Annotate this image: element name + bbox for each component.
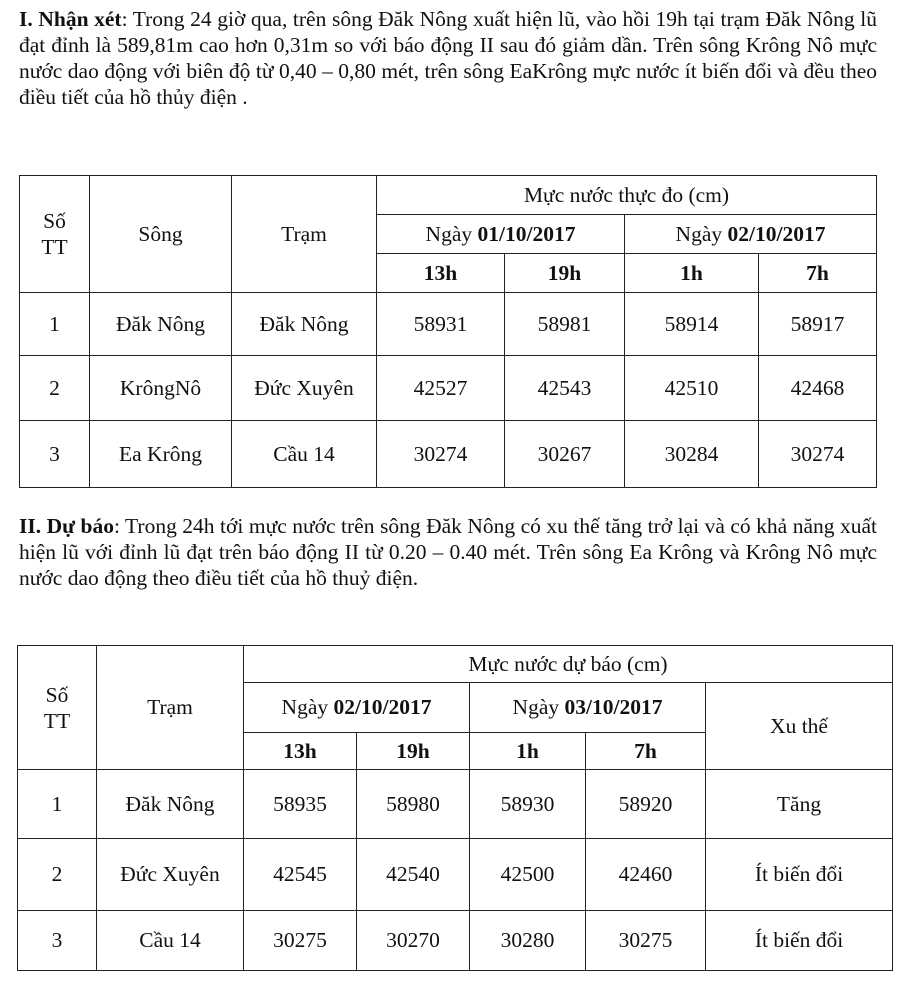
measured-water-level-table: [19, 175, 877, 488]
header-hour: 19h: [357, 733, 470, 770]
cell-tram: Cầu 14: [232, 421, 377, 488]
cell-tram: Đức Xuyên: [97, 839, 244, 911]
cell-value: 58930: [470, 770, 586, 839]
cell-value: 42545: [244, 839, 357, 911]
cell-value: 30280: [470, 911, 586, 971]
cell-stt: 2: [20, 356, 90, 421]
header-day-2: Ngày 02/10/2017: [625, 215, 877, 254]
header-hour: 1h: [470, 733, 586, 770]
cell-trend: Tăng: [706, 770, 893, 839]
header-hour: 13h: [377, 254, 505, 293]
cell-value: 30267: [505, 421, 625, 488]
cell-value: 58914: [625, 293, 759, 356]
cell-stt: 2: [18, 839, 97, 911]
header-day-2: Ngày 03/10/2017: [470, 683, 706, 733]
header-day-1: Ngày 02/10/2017: [244, 683, 470, 733]
cell-value: 58980: [357, 770, 470, 839]
cell-value: 58935: [244, 770, 357, 839]
header-hour: 19h: [505, 254, 625, 293]
header-forecast-group: Mực nước dự báo (cm): [244, 646, 893, 683]
table-row: [18, 839, 893, 911]
header-stt: Số TT: [18, 646, 97, 770]
header-tram: Trạm: [232, 176, 377, 293]
cell-trend: Ít biến đổi: [706, 911, 893, 971]
forecast-water-level-table: [17, 645, 893, 971]
cell-tram: Đăk Nông: [97, 770, 244, 839]
header-stt: Số TT: [20, 176, 90, 293]
cell-value: 30274: [759, 421, 877, 488]
table-row: [18, 770, 893, 839]
table-row: [20, 421, 877, 488]
observation-text: : Trong 24 giờ qua, trên sông Đăk Nông xuất hiện lũ, vào hồi 19h tại trạm Đăk Nông lũ đạt đỉnh là 589,81m cao hơn 0,31m so với báo động II sau đó giảm dần. Trên sông Krông Nô mực nước dao động với biên độ từ 0,40 – 0,80 mét, trên sông EaKrông mực nước ít biến đổi và đều theo điều tiết của hồ thủy điện .: [19, 7, 877, 109]
cell-stt: 3: [20, 421, 90, 488]
cell-value: 58981: [505, 293, 625, 356]
cell-value: 42510: [625, 356, 759, 421]
cell-value: 30275: [244, 911, 357, 971]
cell-value: 42460: [586, 839, 706, 911]
cell-value: 30275: [586, 911, 706, 971]
cell-tram: Đức Xuyên: [232, 356, 377, 421]
cell-value: 42543: [505, 356, 625, 421]
cell-value: 42540: [357, 839, 470, 911]
header-trend: Xu thế: [706, 683, 893, 770]
cell-value: 42527: [377, 356, 505, 421]
cell-value: 42468: [759, 356, 877, 421]
cell-tram: Đăk Nông: [232, 293, 377, 356]
header-song: Sông: [90, 176, 232, 293]
cell-stt: 1: [20, 293, 90, 356]
header-hour: 1h: [625, 254, 759, 293]
forecast-text: : Trong 24h tới mực nước trên sông Đăk Nông có xu thế tăng trở lại và có khả năng xuất hiện lũ với đỉnh lũ đạt trên báo động II từ 0.20 – 0.40 mét. Trên sông Ea Krông và Krông Nô mực nước dao động theo điều tiết của hồ thuỷ điện.: [19, 514, 877, 590]
header-hour: 7h: [586, 733, 706, 770]
cell-song: Đăk Nông: [90, 293, 232, 356]
table-row: [20, 356, 877, 421]
cell-value: 58917: [759, 293, 877, 356]
cell-value: 30284: [625, 421, 759, 488]
header-hour: 13h: [244, 733, 357, 770]
observation-heading: I. Nhận xét: [19, 7, 122, 31]
forecast-paragraph: [19, 513, 877, 591]
observation-paragraph: [19, 6, 877, 110]
cell-song: Ea Krông: [90, 421, 232, 488]
cell-stt: 1: [18, 770, 97, 839]
cell-value: 30270: [357, 911, 470, 971]
cell-tram: Cầu 14: [97, 911, 244, 971]
table-row: [18, 911, 893, 971]
header-hour: 7h: [759, 254, 877, 293]
cell-song: KrôngNô: [90, 356, 232, 421]
table-row: [20, 293, 877, 356]
cell-value: 58931: [377, 293, 505, 356]
forecast-heading: II. Dự báo: [19, 514, 114, 538]
cell-value: 42500: [470, 839, 586, 911]
cell-value: 30274: [377, 421, 505, 488]
header-tram: Trạm: [97, 646, 244, 770]
cell-stt: 3: [18, 911, 97, 971]
header-day-1: Ngày 01/10/2017: [377, 215, 625, 254]
header-measured-group: Mực nước thực đo (cm): [377, 176, 877, 215]
cell-value: 58920: [586, 770, 706, 839]
cell-trend: Ít biến đổi: [706, 839, 893, 911]
